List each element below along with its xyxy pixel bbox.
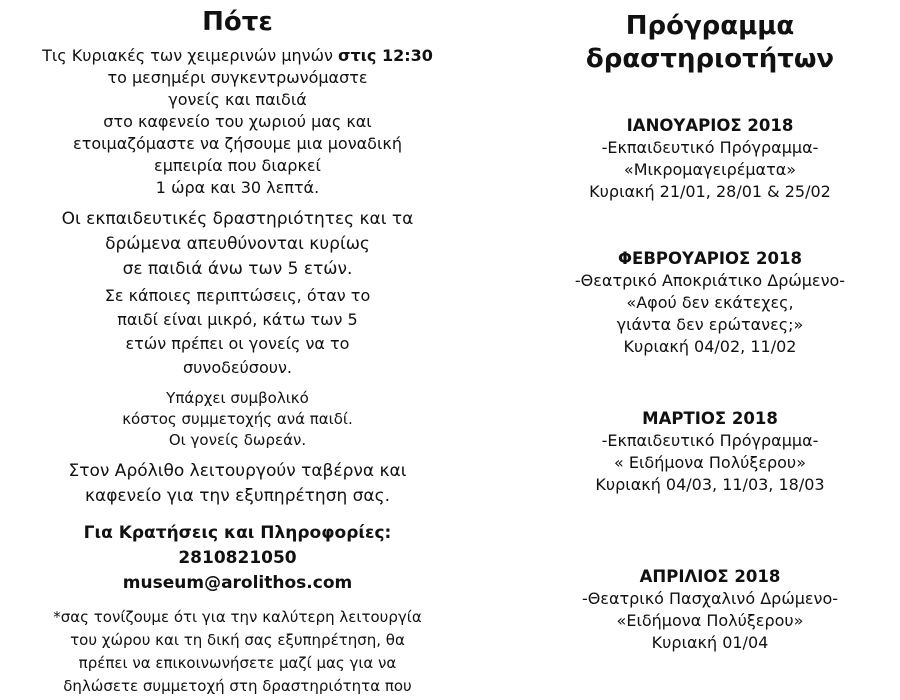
event-line: Κυριακή 04/03, 11/03, 18/03 xyxy=(595,475,825,494)
program-column xyxy=(520,0,900,652)
event-line: -Εκπαιδευτικό Πρόγραμμα- xyxy=(601,138,819,157)
cost-paragraph xyxy=(0,388,475,451)
event-april xyxy=(520,566,900,654)
intro-line: το μεσημέρι συγκεντρωνόμαστε xyxy=(107,68,368,87)
audience-line: σε παιδιά άνω των 5 ετών. xyxy=(122,259,353,279)
event-line: «Αφού δεν εκάτεχες, xyxy=(626,293,794,312)
intro-line xyxy=(0,45,475,67)
young-line: παιδί είναι μικρό, κάτω των 5 xyxy=(117,310,358,329)
event-line: «Ειδήμονα Πολύξερου» xyxy=(616,611,804,630)
note-line: δηλώσετε συμμετοχή στη δραστηριότητα που xyxy=(63,677,412,695)
note-line: *σας τονίζουμε ότι για την καλύτερη λειτουργία xyxy=(53,608,422,626)
event-line: -Θεατρικό Πασχαλινό Δρώμενο- xyxy=(581,589,839,608)
contact-block xyxy=(0,521,475,596)
intro-line: ετοιμαζόμαστε να ζήσουμε μια μοναδική xyxy=(73,134,402,153)
facilities-line: Στον Αρόλιθο λειτουργούν ταβέρνα και xyxy=(68,461,407,481)
event-line: «Μικρομαγειρέματα» xyxy=(623,160,797,179)
audience-paragraph xyxy=(0,207,475,282)
audience-line: Οι εκπαιδευτικές δραστηριότητες και τα xyxy=(61,209,414,229)
facilities-paragraph xyxy=(0,459,475,509)
facilities-line: καφενείο για την εξυπηρέτηση σας. xyxy=(84,486,391,506)
event-line: Κυριακή 01/04 xyxy=(651,633,769,652)
young-children-paragraph xyxy=(0,284,475,380)
event-january xyxy=(520,115,900,203)
event-month: ΑΠΡΙΛΙΟΣ 2018 xyxy=(639,567,781,586)
cost-line: κόστος συμμετοχής ανά παιδί. xyxy=(122,410,353,428)
event-month: ΙΑΝΟΥΑΡΙΟΣ 2018 xyxy=(626,116,794,135)
program-title-line: Πρόγραμμα xyxy=(625,11,795,41)
event-line: -Εκπαιδευτικό Πρόγραμμα- xyxy=(601,431,819,450)
intro-time: στις 12:30 xyxy=(338,46,433,65)
event-month: ΜΑΡΤΙΟΣ 2018 xyxy=(642,409,778,428)
event-february xyxy=(520,248,900,358)
program-title-line: δραστηριοτήτων xyxy=(585,44,835,74)
intro-text: Τις Κυριακές των χειμερινών μηνών xyxy=(42,46,338,65)
when-title: Πότε xyxy=(202,7,273,37)
intro-line: γονείς και παιδιά xyxy=(168,90,307,109)
intro-paragraph xyxy=(0,45,475,199)
audience-line: δρώμενα απευθύνονται κυρίως xyxy=(105,234,370,254)
intro-line: στο καφενείο του χωριού μας και xyxy=(103,112,372,131)
cost-line: Υπάρχει συμβολικό xyxy=(166,389,309,407)
event-line: Κυριακή 21/01, 28/01 & 25/02 xyxy=(589,182,831,201)
event-month: ΦΕΒΡΟΥΑΡΙΟΣ 2018 xyxy=(618,249,802,268)
contact-phone[interactable]: 2810821050 xyxy=(178,548,297,568)
note-paragraph xyxy=(0,606,475,698)
young-line: ετών πρέπει οι γονείς να το xyxy=(125,334,350,353)
young-line: συνοδεύσουν. xyxy=(182,358,293,377)
intro-line: εμπειρία που διαρκεί xyxy=(154,156,321,175)
event-line: « Ειδήμονα Πολύξερου» xyxy=(614,453,806,472)
event-line: Κυριακή 04/02, 11/02 xyxy=(623,337,797,356)
contact-heading: Για Κρατήσεις και Πληροφορίες: xyxy=(83,523,392,543)
note-line: του χώρου και τη δική σας εξυπηρέτηση, θα xyxy=(70,631,405,649)
event-line: -Θεατρικό Αποκριάτικο Δρώμενο- xyxy=(574,271,846,290)
event-line: γιάντα δεν ερώτανες;» xyxy=(616,315,804,334)
event-march xyxy=(520,408,900,496)
contact-email[interactable]: museum@arolithos.com xyxy=(122,573,353,593)
note-line: πρέπει να επικοινωνήσετε μαζί μας για να xyxy=(78,654,397,672)
cost-line: Οι γονείς δωρεάν. xyxy=(168,431,307,449)
intro-line: 1 ώρα και 30 λεπτά. xyxy=(155,178,320,197)
young-line: Σε κάποιες περιπτώσεις, όταν το xyxy=(104,286,371,305)
program-title xyxy=(520,10,900,76)
